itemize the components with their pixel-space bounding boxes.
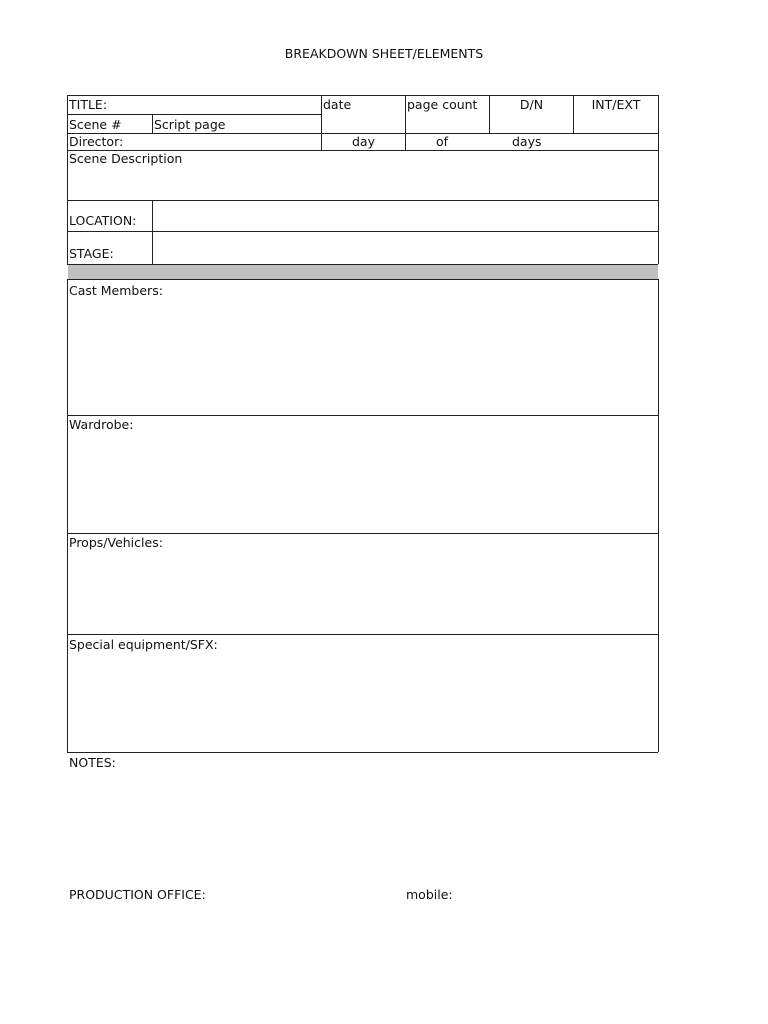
- cast-members-label: Cast Members:: [69, 283, 163, 298]
- mobile-label: mobile:: [406, 887, 453, 902]
- title-label: TITLE:: [69, 97, 108, 112]
- elements-divider-wardrobe: [67, 415, 658, 416]
- of-label: of: [436, 134, 449, 149]
- scene-number-label: Scene #: [69, 117, 122, 132]
- day-label: day: [352, 134, 375, 149]
- elements-border-right: [658, 279, 659, 752]
- table-divider-location-value: [152, 200, 153, 264]
- table-divider-description: [67, 200, 658, 201]
- intext-label: INT/EXT: [591, 97, 641, 112]
- scene-description-label: Scene Description: [69, 151, 183, 166]
- days-label: days: [512, 134, 542, 149]
- table-border-top: [67, 95, 658, 96]
- grey-separator: [68, 265, 658, 279]
- dn-label: D/N: [519, 97, 544, 112]
- table-divider-title: [67, 114, 321, 115]
- special-equipment-label: Special equipment/SFX:: [69, 637, 218, 652]
- table-border-left: [67, 95, 68, 264]
- table-divider-page-count: [405, 95, 406, 150]
- production-office-label: PRODUCTION OFFICE:: [69, 887, 206, 902]
- stage-label: STAGE:: [69, 246, 114, 261]
- page-count-label: page count: [407, 97, 478, 112]
- elements-divider-props: [67, 533, 658, 534]
- elements-divider-sfx: [67, 634, 658, 635]
- table-divider-location: [67, 231, 658, 232]
- table-border-right: [658, 95, 659, 264]
- elements-border-bottom: [67, 752, 658, 753]
- director-label: Director:: [69, 134, 124, 149]
- sheet-title: BREAKDOWN SHEET/ELEMENTS: [284, 46, 484, 61]
- wardrobe-label: Wardrobe:: [69, 417, 134, 432]
- script-page-label: Script page: [154, 117, 226, 132]
- location-label: LOCATION:: [69, 213, 137, 228]
- table-divider-script-page: [152, 114, 153, 133]
- elements-border-left: [67, 279, 68, 752]
- props-vehicles-label: Props/Vehicles:: [69, 535, 163, 550]
- elements-border-top: [67, 279, 658, 280]
- notes-label: NOTES:: [69, 755, 116, 770]
- date-label: date: [323, 97, 352, 112]
